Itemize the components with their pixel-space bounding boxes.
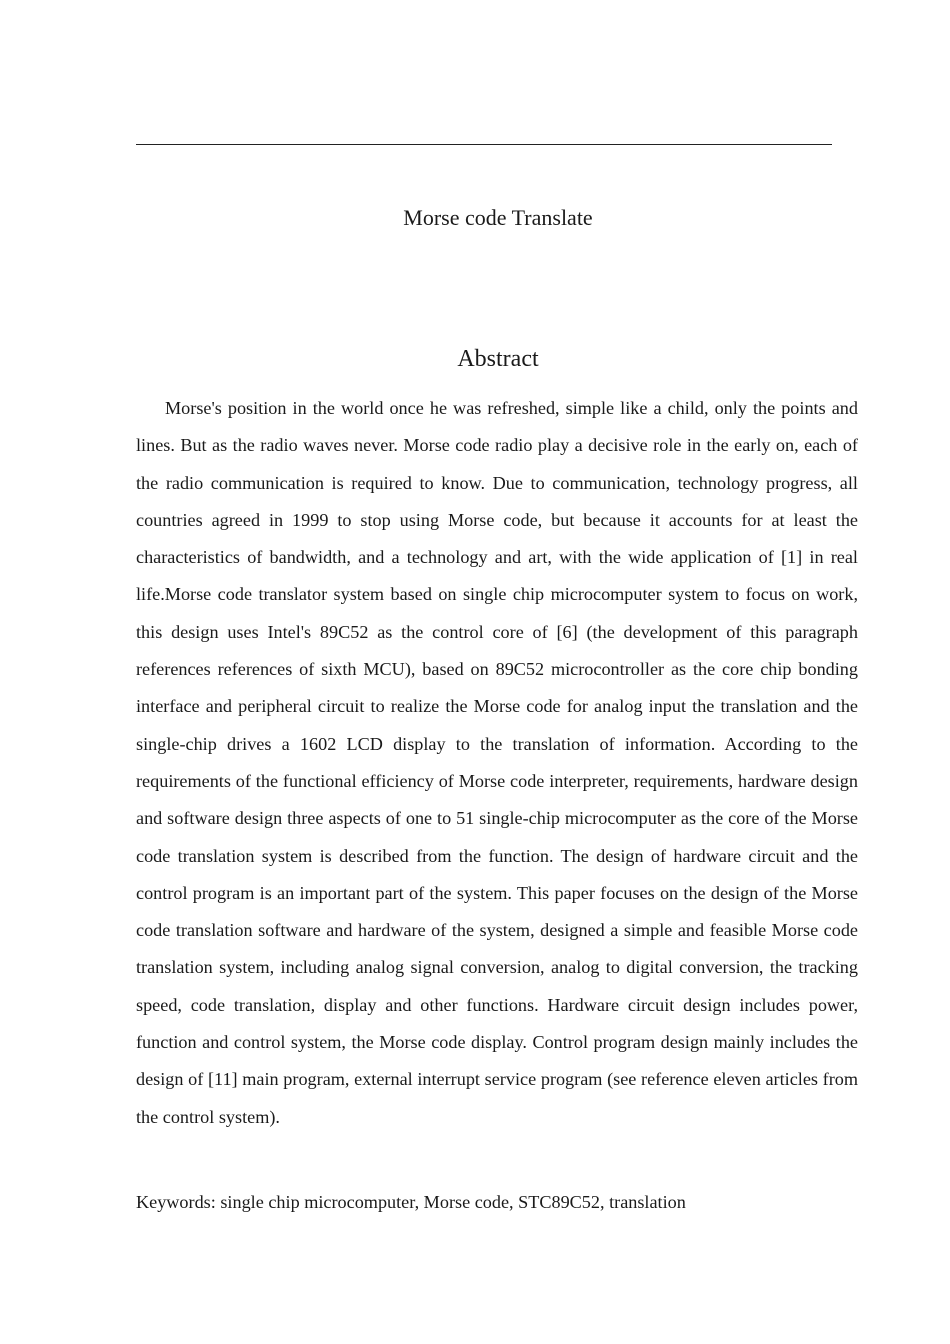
abstract-heading: Abstract	[457, 346, 539, 372]
abstract-paragraph: Morse's position in the world once he was refreshed, simple like a child, only the points and lines. But as the radio waves never. Morse code radio play a decisive role in the early on, each of the radio communication is required to know. Due to communication, technology progress, all countries agreed in 1999 to stop using Morse code, but because it accounts for at least the characteristics of bandwidth, and a technology and art, with the wide application of [1] in real life.Morse code translator system based on single chip microcomputer system to focus on work, this design uses Intel's 89C52 as the control core of [6] (the development of this paragraph references references of sixth MCU), based on 89C52 microcontroller as the core chip bonding interface and peripheral circuit to realize the Morse code for analog input the translation and the single-chip drives a 1602 LCD display to the translation of information. According to the requirements of the functional efficiency of Morse code interpreter, requirements, hardware design and software design three aspects of one to 51 single-chip microcomputer as the core of the Morse code translation system is described from the function. The design of hardware circuit and the control program is an important part of the system. This paper focuses on the design of the Morse code translation software and hardware of the system, designed a simple and feasible Morse code translation system, including analog signal conversion, analog to digital conversion, the tracking speed, code translation, display and other functions. Hardware circuit design includes power, function and control system, the Morse code display. Control program design mainly includes the design of [11] main program, external interrupt service program (see reference eleven articles from the control system).	[136, 398, 858, 1127]
header-rule	[136, 144, 832, 145]
document-title: Morse code Translate	[403, 205, 593, 230]
keywords-line: Keywords: single chip microcomputer, Morse code, STC89C52, translation	[136, 1192, 686, 1212]
